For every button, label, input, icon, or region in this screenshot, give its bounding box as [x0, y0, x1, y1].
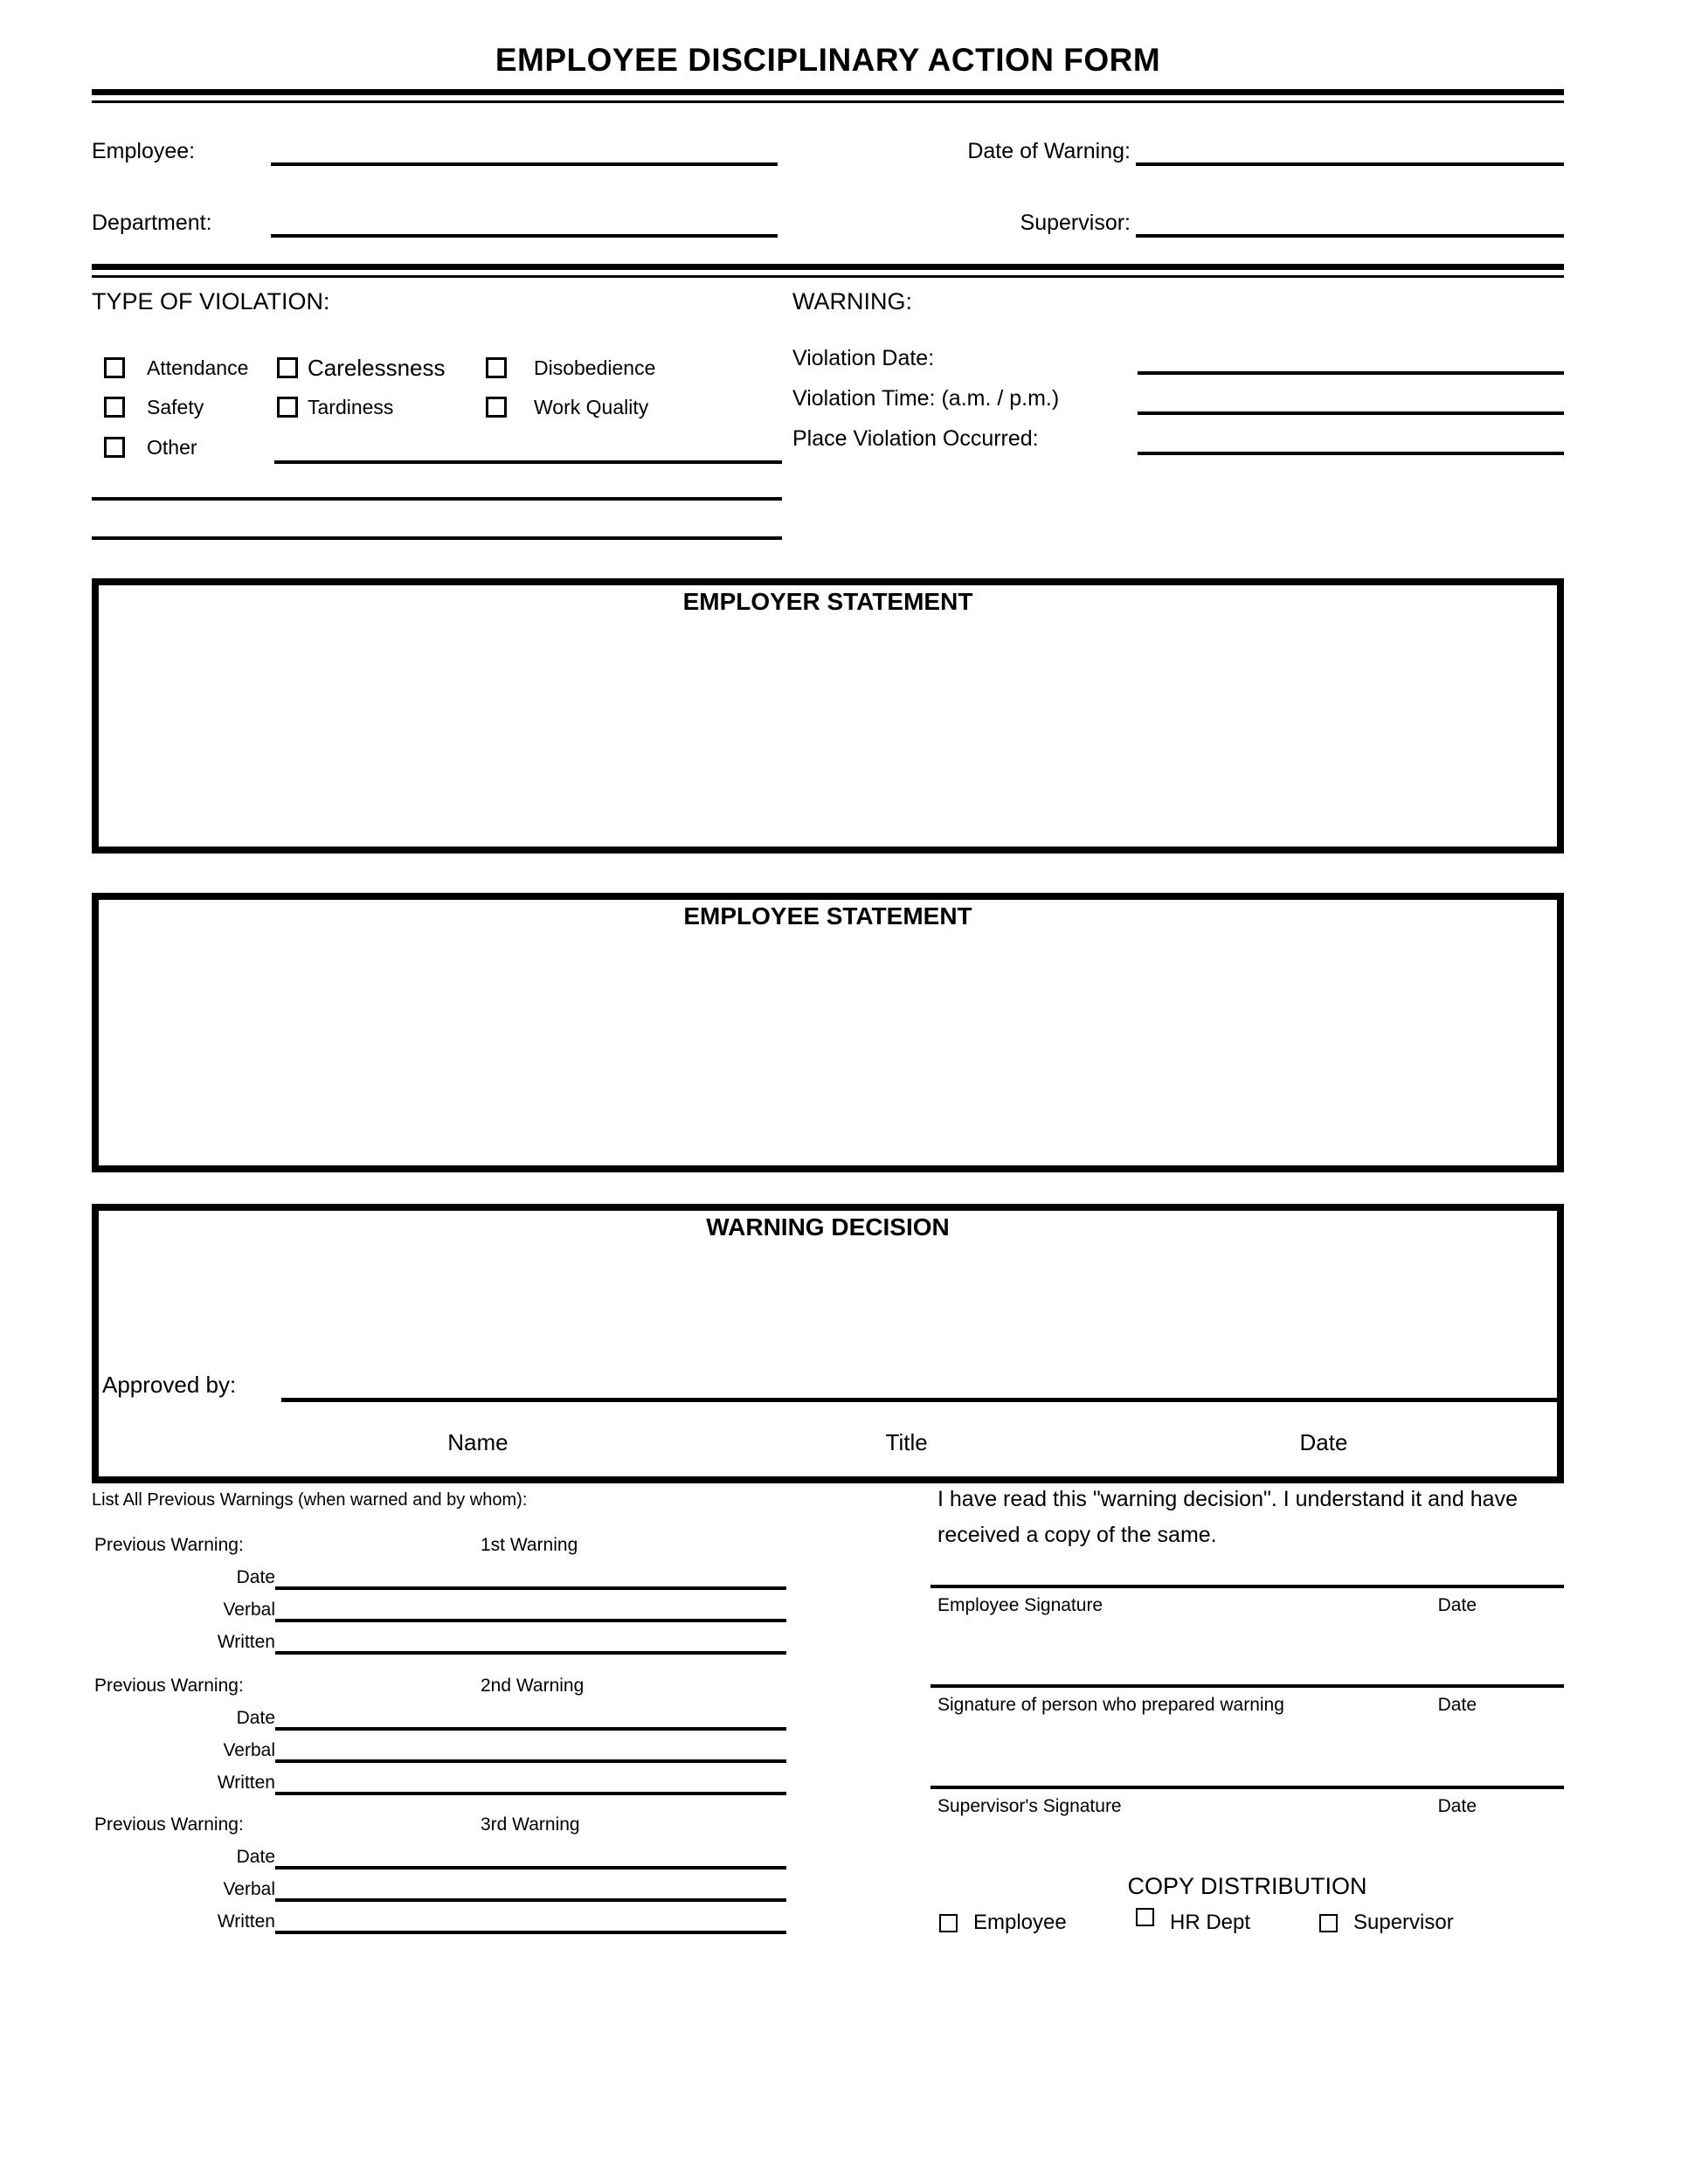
violation-option-other — [92, 431, 782, 464]
employee-statement-title: EMPLOYEE STATEMENT — [683, 902, 972, 930]
approval-title-label: Title — [885, 1429, 928, 1455]
employee-statement-box — [92, 893, 1564, 1172]
title-divider — [92, 89, 1564, 103]
previous-warning-2-header — [92, 1676, 786, 1698]
employee-signature-date-label: Date — [1437, 1595, 1477, 1615]
supervisor-label: Supervisor: — [1020, 211, 1131, 235]
pw3-date-label: Date — [236, 1847, 275, 1867]
pw1-date-label: Date — [236, 1567, 275, 1587]
supervisor-signature-date-label: Date — [1437, 1796, 1477, 1816]
violation-date-field — [792, 335, 1564, 375]
approval-date-label: Date — [1299, 1429, 1348, 1455]
department-field-line[interactable] — [271, 208, 778, 238]
other-option — [92, 436, 197, 460]
violation-notes-line-2[interactable] — [92, 501, 782, 540]
employer-statement-area[interactable] — [99, 622, 1557, 847]
violation-date-label: Violation Date: — [792, 346, 935, 370]
attendance-checkbox[interactable] — [104, 357, 125, 378]
copy-option-employee — [930, 1911, 1136, 1935]
approved-by-field-line[interactable] — [281, 1372, 1557, 1402]
violation-time-field-line[interactable] — [1138, 385, 1564, 415]
other-checkbox[interactable] — [104, 437, 125, 458]
violation-option-safety — [92, 396, 277, 419]
warning-decision-area[interactable] — [99, 1248, 1557, 1372]
type-of-violation-column — [92, 288, 782, 540]
pw1-verbal-label: Verbal — [223, 1600, 275, 1620]
copy-hr-dept-checkbox[interactable] — [1136, 1908, 1154, 1926]
violation-option-carelessness — [277, 355, 486, 382]
violation-option-disobedience — [486, 356, 782, 380]
copy-distribution-options — [930, 1911, 1564, 1935]
pw3-verbal-row — [92, 1870, 786, 1902]
department-supervisor-row — [92, 201, 1564, 238]
employee-statement-area[interactable] — [99, 936, 1557, 1165]
disobedience-label: Disobedience — [534, 356, 656, 379]
copy-employee-label: Employee — [973, 1911, 1067, 1934]
approved-by-row — [102, 1372, 1557, 1402]
violation-warning-section — [92, 288, 1564, 540]
employer-statement-box — [92, 578, 1564, 854]
copy-option-supervisor — [1319, 1911, 1454, 1935]
pw3-written-row — [92, 1902, 786, 1934]
employee-signature-block — [930, 1585, 1564, 1616]
pw3-written-field-line[interactable] — [275, 1908, 786, 1934]
pw1-written-label: Written — [217, 1632, 275, 1652]
pw1-date-row — [92, 1558, 786, 1590]
pw3-written-label: Written — [217, 1911, 275, 1932]
violation-place-field — [792, 415, 1564, 455]
violation-place-field-line[interactable] — [1138, 425, 1564, 455]
violation-row-1 — [92, 352, 782, 384]
date-of-warning-label: Date of Warning: — [967, 139, 1131, 163]
department-label: Department: — [92, 211, 212, 235]
violation-time-label: Violation Time: (a.m. / p.m.) — [792, 386, 1060, 411]
section-divider — [92, 264, 1564, 278]
tardiness-label: Tardiness — [308, 395, 394, 418]
acknowledgement-column — [930, 1487, 1564, 1935]
pw2-date-row — [92, 1698, 786, 1731]
violation-date-field-line[interactable] — [1138, 345, 1564, 375]
acknowledgement-text: I have read this "warning decision". I understand it and have received a copy of the same. — [937, 1487, 1518, 1547]
work-quality-label: Work Quality — [534, 395, 649, 418]
employee-field-line[interactable] — [271, 136, 778, 166]
previous-warning-2-ordinal: 2nd Warning — [481, 1676, 585, 1696]
other-violation-field-line[interactable] — [274, 434, 782, 464]
warning-column — [792, 288, 1564, 540]
employee-signature-labels — [930, 1588, 1564, 1616]
form-title: EMPLOYEE DISCIPLINARY ACTION FORM — [495, 42, 1161, 78]
safety-checkbox[interactable] — [104, 397, 125, 418]
bottom-section — [92, 1487, 1564, 1935]
pw3-verbal-label: Verbal — [223, 1879, 275, 1899]
carelessness-label: Carelessness — [308, 354, 446, 381]
pw1-verbal-field-line[interactable] — [275, 1596, 786, 1622]
pw1-date-field-line[interactable] — [275, 1564, 786, 1590]
previous-warning-3-label: Previous Warning: — [94, 1814, 244, 1835]
previous-warning-3-header — [92, 1814, 786, 1837]
date-of-warning-field-line[interactable] — [1136, 136, 1564, 166]
previous-warning-1-ordinal: 1st Warning — [481, 1535, 578, 1555]
attendance-label: Attendance — [147, 356, 249, 379]
supervisor-signature-labels — [930, 1789, 1564, 1817]
supervisor-signature-block — [930, 1786, 1564, 1817]
supervisor-signature-label: Supervisor's Signature — [937, 1796, 1122, 1816]
preparer-signature-date-label: Date — [1437, 1695, 1477, 1715]
preparer-signature-label: Signature of person who prepared warning — [937, 1695, 1284, 1715]
copy-distribution-heading: COPY DISTRIBUTION — [1127, 1873, 1367, 1899]
type-of-violation-heading: TYPE OF VIOLATION: — [92, 288, 330, 314]
violation-place-label: Place Violation Occurred: — [792, 426, 1039, 451]
pw1-written-row — [92, 1622, 786, 1655]
carelessness-checkbox[interactable] — [277, 357, 298, 378]
employee-label: Employee: — [92, 139, 196, 163]
employee-signature-label: Employee Signature — [937, 1595, 1103, 1615]
pw3-date-field-line[interactable] — [275, 1843, 786, 1870]
violation-row-2 — [92, 391, 782, 423]
copy-option-hr-dept — [1136, 1911, 1319, 1935]
warning-heading: WARNING: — [792, 288, 912, 314]
approval-columns — [99, 1429, 1557, 1457]
violation-option-attendance — [92, 356, 277, 380]
pw2-written-label: Written — [217, 1773, 275, 1793]
tardiness-checkbox[interactable] — [277, 397, 298, 418]
pw3-verbal-field-line[interactable] — [275, 1876, 786, 1902]
approval-name-label: Name — [447, 1429, 508, 1455]
previous-warning-1-header — [92, 1535, 786, 1558]
other-label: Other — [147, 435, 197, 459]
pw1-verbal-row — [92, 1590, 786, 1622]
copy-hr-dept-label: HR Dept — [1170, 1911, 1251, 1934]
copy-supervisor-label: Supervisor — [1353, 1911, 1454, 1934]
copy-supervisor-checkbox[interactable] — [1319, 1914, 1338, 1932]
form-content — [92, 0, 1564, 1935]
copy-employee-checkbox[interactable] — [939, 1914, 958, 1932]
supervisor-field-line[interactable] — [1136, 208, 1564, 238]
violation-option-tardiness — [277, 396, 486, 419]
pw3-date-row — [92, 1837, 786, 1870]
work-quality-checkbox[interactable] — [486, 397, 507, 418]
previous-warning-3-ordinal: 3rd Warning — [481, 1814, 580, 1835]
pw1-written-field-line[interactable] — [275, 1628, 786, 1655]
warning-decision-title: WARNING DECISION — [706, 1213, 950, 1241]
pw2-verbal-label: Verbal — [223, 1740, 275, 1760]
approved-by-label: Approved by: — [102, 1372, 237, 1398]
violation-notes-line-1[interactable] — [92, 464, 782, 501]
warning-decision-box — [92, 1204, 1564, 1483]
pw2-verbal-field-line[interactable] — [275, 1737, 786, 1763]
preparer-signature-block — [930, 1684, 1564, 1716]
employee-warning-row — [92, 129, 1564, 166]
employer-statement-title: EMPLOYER STATEMENT — [682, 588, 973, 615]
previous-warnings-heading: List All Previous Warnings (when warned and by whom): — [92, 1490, 528, 1510]
pw2-written-row — [92, 1763, 786, 1795]
preparer-signature-labels — [930, 1688, 1564, 1716]
previous-warnings-column — [92, 1490, 786, 1935]
safety-label: Safety — [147, 395, 204, 418]
pw2-date-label: Date — [236, 1708, 275, 1728]
pw2-verbal-row — [92, 1731, 786, 1763]
violation-time-field — [792, 375, 1564, 415]
disobedience-checkbox[interactable] — [486, 357, 507, 378]
pw2-date-field-line[interactable] — [275, 1704, 786, 1731]
violation-option-work-quality — [486, 396, 782, 419]
previous-warning-2-label: Previous Warning: — [94, 1676, 244, 1696]
previous-warning-1-label: Previous Warning: — [94, 1535, 244, 1555]
pw2-written-field-line[interactable] — [275, 1769, 786, 1795]
